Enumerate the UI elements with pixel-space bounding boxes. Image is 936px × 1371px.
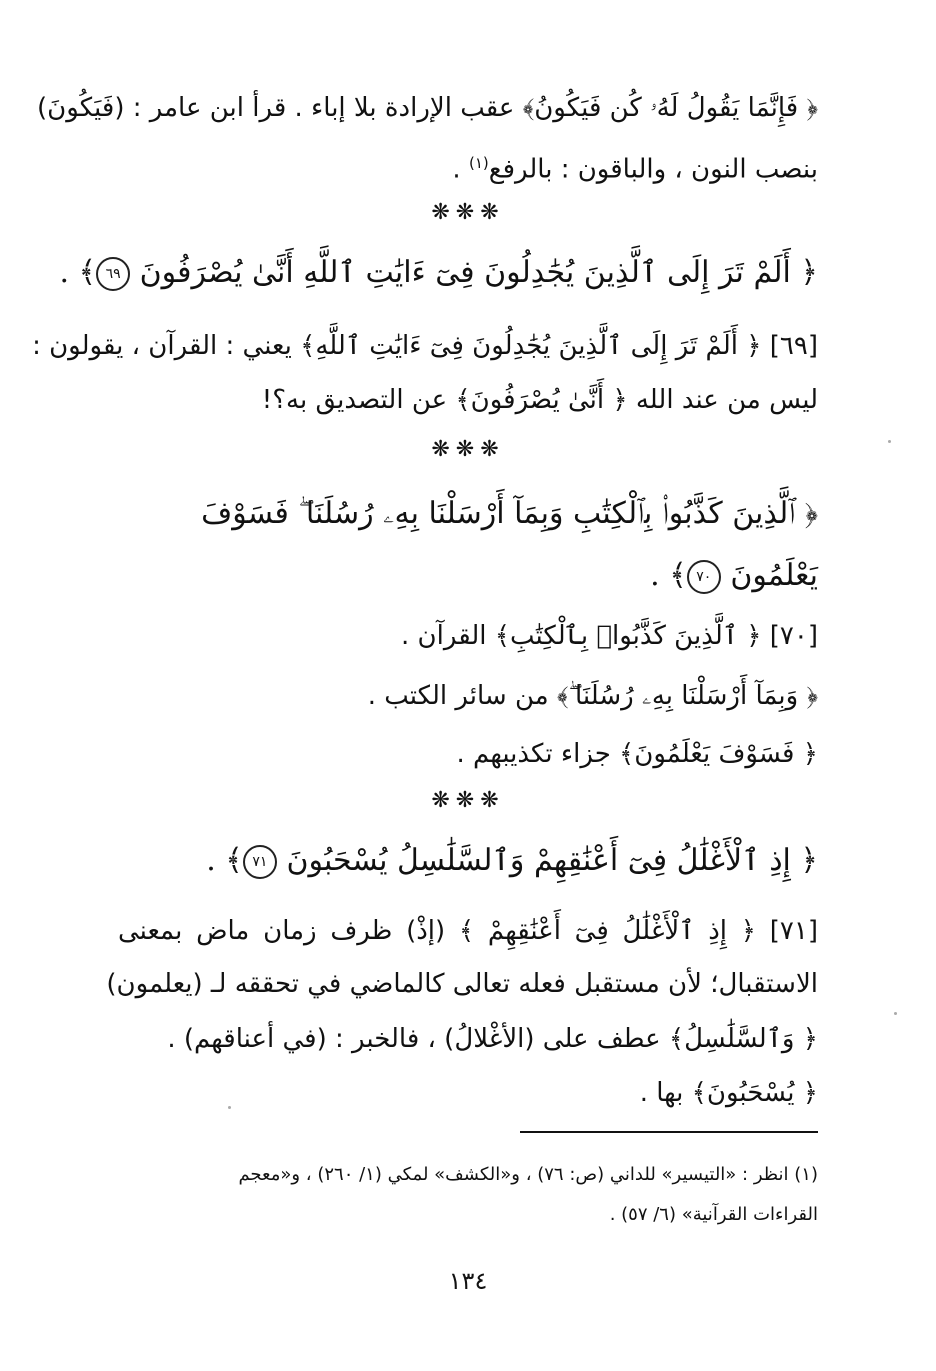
verse-71-end: ﴾ . xyxy=(206,843,243,878)
verse-70-end: ﴾ . xyxy=(650,558,687,593)
section-separator: ❋❋❋ xyxy=(431,788,505,813)
section-separator: ❋❋❋ xyxy=(431,437,505,462)
commentary-71-line-3: ﴿ وَٱلسَّلَٰسِلُ﴾ عطف على (الأغْلالُ) ، فالخبر : (في أعناقهم) . xyxy=(167,1024,818,1054)
page-number: ١٣٤ xyxy=(448,1267,488,1295)
commentary-71-line-1: [٧١] ﴿ إِذِ ٱلْأَغْلَٰلُ فِىٓ أَعْنَٰقِهِمْ ﴾ (إذْ) ظرف زمان ماض بمعنى xyxy=(118,916,818,946)
verse-number-70: ٧٠ xyxy=(687,560,721,594)
verse-70-line-1: ﴿ ٱلَّذِينَ كَذَّبُوا۟ بِٱلْكِتَٰبِ وَبِمَآ أَرْسَلْنَا بِهِۦ رُسُلَنَا ۖ فَسَوْفَ xyxy=(201,496,818,531)
text-line-2-end: . xyxy=(452,154,469,185)
section-separator: ❋❋❋ xyxy=(431,200,505,225)
footnote-line-2: القراءات القرآنية» (٦/ ٥٧) . xyxy=(609,1204,818,1225)
scan-speck xyxy=(894,1012,897,1015)
text-line-1: ﴿ فَإِنَّمَا يَقُولُ لَهُۥ كُن فَيَكُونُ﴾ عقب الإرادة بلا إباء . قرأ ابن عامر : (فَيَكُونَ) xyxy=(37,93,818,123)
text-line-2 xyxy=(452,143,818,190)
verse-number-69: ٦٩ xyxy=(96,257,130,291)
verse-69-text: ﴿ أَلَمْ تَرَ إِلَى ٱلَّذِينَ يُجَٰدِلُونَ فِىٓ ءَايَٰتِ ٱللَّهِ أَنَّىٰ يُصْرَفُونَ xyxy=(139,255,818,290)
commentary-71-line-4: ﴿ يُسْحَبُونَ﴾ بها . xyxy=(639,1078,818,1108)
text-line-2-body: بنصب النون ، والباقون : بالرفع xyxy=(488,154,818,185)
verse-71-text: ﴿ إِذِ ٱلْأَغْلَٰلُ فِىٓ أَعْنَٰقِهِمْ وَٱلسَّلَٰسِلُ يُسْحَبُونَ xyxy=(286,843,818,878)
verse-70-text: يَعْلَمُونَ xyxy=(730,558,818,593)
commentary-69-line-2: ليس من عند الله ﴿ أَنَّىٰ يُصْرَفُونَ﴾ عن التصديق به؟! xyxy=(261,385,818,415)
verse-70-line-2 xyxy=(650,556,818,596)
commentary-70-line-2: ﴿ وَبِمَآ أَرْسَلْنَا بِهِۦ رُسُلَنَا ۖ﴾ من سائر الكتب . xyxy=(367,681,818,711)
commentary-71-line-2: الاستقبال؛ لأن مستقبل فعله تعالى كالماضي في تحققه لـ (يعلمون) xyxy=(106,969,818,999)
commentary-70-line-3: ﴿ فَسَوْفَ يَعْلَمُونَ﴾ جزاء تكذيبهم . xyxy=(456,739,818,769)
verse-71 xyxy=(206,841,818,881)
footnote-line-1: (١) انظر : «التيسير» للداني (ص: ٧٦) ، و«الكشف» لمكي (١/ ٢٦٠) ، و«معجم xyxy=(238,1164,818,1185)
footnote-reference: (١) xyxy=(468,154,489,172)
commentary-69-line-1: [٦٩] ﴿ أَلَمْ تَرَ إِلَى ٱلَّذِينَ يُجَٰدِلُونَ فِىٓ ءَايَٰتِ ٱللَّهِ﴾ يعني : القرآن ، يقولون : xyxy=(32,331,818,361)
verse-69-end: ﴾ . xyxy=(59,255,97,290)
verse-69 xyxy=(59,253,818,293)
verse-number-71: ٧١ xyxy=(243,845,277,879)
scan-speck xyxy=(888,440,891,443)
scan-speck xyxy=(228,1106,231,1109)
commentary-70-line-1: [٧٠] ﴿ ٱلَّذِينَ كَذَّبُوا۟ بِٱلْكِتَٰبِ﴾ القرآن . xyxy=(401,621,818,651)
footnote-divider xyxy=(520,1131,818,1133)
